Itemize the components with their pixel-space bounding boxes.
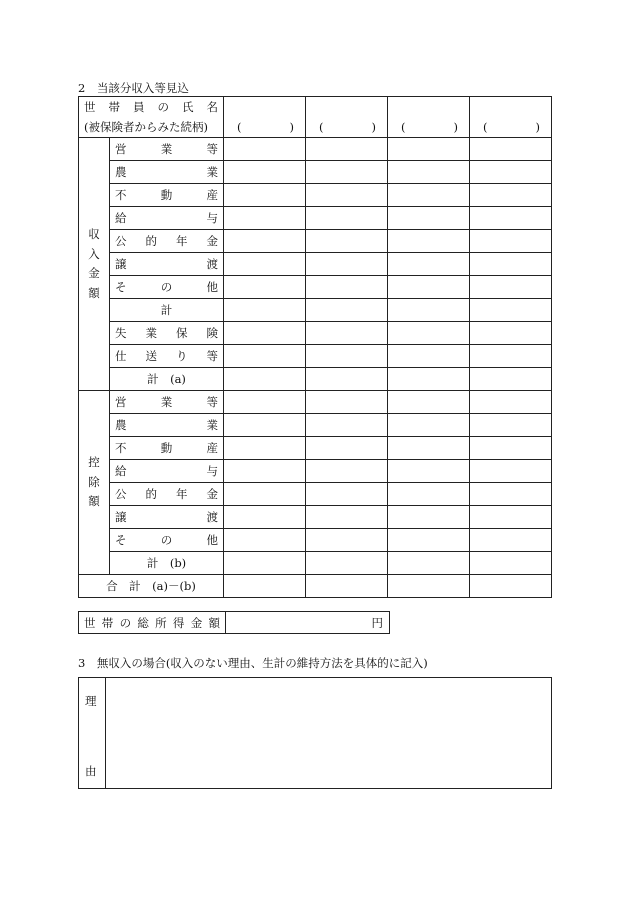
- amount-cell[interactable]: [224, 184, 306, 207]
- label-char: 譲: [115, 257, 127, 271]
- label-char: 仕: [115, 349, 127, 363]
- label-char: 営: [115, 142, 127, 156]
- row-label: [110, 506, 224, 529]
- label-char: 不: [115, 188, 127, 202]
- paren-open: (: [483, 120, 488, 134]
- paren-open: (: [401, 120, 406, 134]
- amount-cell[interactable]: [388, 230, 470, 253]
- label-char: 帯: [108, 100, 120, 114]
- paren-close: ): [289, 120, 295, 134]
- amount-cell[interactable]: [224, 161, 306, 184]
- amount-cell[interactable]: [306, 138, 388, 161]
- relation-parens: [470, 97, 551, 137]
- label-char: 産: [206, 188, 218, 202]
- amount-cell[interactable]: [306, 483, 388, 506]
- amount-cell[interactable]: [224, 529, 306, 552]
- amount-cell[interactable]: [470, 276, 552, 299]
- amount-cell[interactable]: [470, 391, 552, 414]
- header-row: [79, 97, 552, 138]
- deduction-row: [79, 483, 552, 506]
- label-char: 他: [206, 533, 218, 547]
- row-label: [110, 437, 224, 460]
- income-row: [79, 138, 552, 161]
- label-char: 送: [145, 349, 157, 363]
- amount-cell[interactable]: [306, 276, 388, 299]
- group-label-char: 控: [88, 455, 100, 470]
- label-char: 渡: [206, 257, 219, 271]
- relation-parens: [306, 97, 387, 137]
- income-table: [78, 96, 552, 598]
- label-char: 業: [160, 395, 173, 409]
- reason-text-area[interactable]: [106, 678, 551, 788]
- subtotal-label: 計 (b): [146, 556, 187, 570]
- amount-cell[interactable]: [388, 460, 470, 483]
- household-total-value-field[interactable]: [226, 612, 390, 634]
- label-char: 世: [84, 100, 96, 114]
- label-char: 不: [115, 441, 127, 455]
- paren-open: (: [237, 120, 242, 134]
- deduction-row: [79, 437, 552, 460]
- amount-cell[interactable]: [306, 253, 388, 276]
- section3-title: 3 無収入の場合(収入のない理由、生計の維持方法を具体的に記入): [78, 656, 428, 670]
- label-char: 公: [115, 234, 127, 248]
- amount-cell[interactable]: [470, 253, 552, 276]
- amount-cell[interactable]: [470, 368, 552, 391]
- label-char: 世: [84, 615, 96, 630]
- amount-cell[interactable]: [224, 460, 306, 483]
- amount-cell[interactable]: [306, 345, 388, 368]
- amount-cell[interactable]: [470, 184, 552, 207]
- row-label: [110, 552, 224, 575]
- grand-total-row: [79, 575, 552, 598]
- amount-cell[interactable]: [470, 575, 552, 598]
- amount-cell[interactable]: [388, 207, 470, 230]
- relation-parens: [224, 97, 305, 137]
- label-char: 業: [160, 142, 173, 156]
- label-char: 険: [206, 326, 218, 340]
- label-char: の: [119, 615, 132, 630]
- deduction-group-label: [79, 391, 110, 575]
- amount-cell[interactable]: [470, 230, 552, 253]
- label-char: 産: [206, 441, 218, 455]
- amount-cell[interactable]: [388, 529, 470, 552]
- amount-cell[interactable]: [306, 437, 388, 460]
- amount-cell[interactable]: [224, 276, 306, 299]
- amount-cell[interactable]: [470, 529, 552, 552]
- label-char: 所: [155, 615, 167, 630]
- deduction-row: [79, 552, 552, 575]
- label-char: の: [160, 533, 173, 547]
- grand-total-label: 合 計 (a)－(b): [79, 575, 224, 598]
- amount-cell[interactable]: [306, 184, 388, 207]
- row-label: [110, 345, 224, 368]
- paren-open: (: [319, 120, 324, 134]
- income-row: [79, 322, 552, 345]
- income-row: [79, 253, 552, 276]
- row-label: [110, 207, 224, 230]
- label-char: 保: [176, 326, 188, 340]
- amount-cell[interactable]: [388, 253, 470, 276]
- amount-cell[interactable]: [224, 345, 306, 368]
- deduction-row: [79, 460, 552, 483]
- amount-cell[interactable]: [306, 368, 388, 391]
- amount-cell[interactable]: [306, 230, 388, 253]
- member-name-label: [84, 99, 218, 115]
- label-char: 金: [206, 234, 218, 248]
- amount-cell[interactable]: [388, 299, 470, 322]
- row-label: [110, 483, 224, 506]
- amount-cell[interactable]: [224, 506, 306, 529]
- group-label-char: 入: [88, 246, 100, 261]
- group-label-char: 収: [88, 227, 100, 241]
- amount-cell[interactable]: [224, 207, 306, 230]
- household-total-table: [78, 611, 390, 634]
- label-char: 業: [206, 418, 219, 432]
- label-char: 動: [160, 188, 173, 202]
- amount-cell[interactable]: [224, 437, 306, 460]
- amount-cell[interactable]: [470, 460, 552, 483]
- row-label: [110, 391, 224, 414]
- label-char: そ: [115, 533, 127, 547]
- label-char: 得: [172, 615, 185, 630]
- amount-cell[interactable]: [306, 161, 388, 184]
- amount-cell[interactable]: [470, 138, 552, 161]
- label-char: 名: [206, 100, 218, 114]
- amount-cell[interactable]: [388, 161, 470, 184]
- amount-cell[interactable]: [306, 506, 388, 529]
- member-name-field[interactable]: [388, 97, 470, 138]
- row-label: [110, 414, 224, 437]
- label-char: 的: [145, 234, 157, 248]
- deduction-row: [79, 391, 552, 414]
- member-name-field[interactable]: [224, 97, 306, 138]
- yen-unit: 円: [371, 615, 383, 630]
- label-char: 年: [176, 487, 188, 501]
- label-char: り: [176, 349, 188, 363]
- group-label-char: 額: [88, 494, 100, 509]
- label-char: 農: [115, 165, 127, 179]
- label-char: 与: [206, 211, 219, 225]
- amount-cell[interactable]: [306, 322, 388, 345]
- reason-label-top: 理: [85, 694, 97, 708]
- label-char: 渡: [206, 510, 219, 524]
- amount-cell[interactable]: [388, 184, 470, 207]
- income-row: [79, 345, 552, 368]
- row-label: [110, 184, 224, 207]
- deduction-row: [79, 414, 552, 437]
- row-label: [110, 460, 224, 483]
- paren-close: ): [535, 120, 541, 134]
- income-row: [79, 299, 552, 322]
- group-label-char: 除: [88, 474, 100, 489]
- relation-parens: [388, 97, 469, 137]
- label-char: の: [157, 100, 169, 114]
- label-char: 年: [176, 234, 188, 248]
- paren-close: ): [453, 120, 459, 134]
- subtotal-label: 計: [160, 303, 173, 317]
- paren-close: ): [371, 120, 377, 134]
- amount-cell[interactable]: [388, 414, 470, 437]
- amount-cell[interactable]: [224, 138, 306, 161]
- label-char: 与: [206, 464, 219, 478]
- amount-cell[interactable]: [388, 391, 470, 414]
- amount-cell[interactable]: [306, 575, 388, 598]
- amount-cell[interactable]: [470, 506, 552, 529]
- label-char: 営: [115, 395, 127, 409]
- label-char: 業: [145, 326, 157, 340]
- label-char: 総: [137, 615, 149, 630]
- row-label: [110, 299, 224, 322]
- label-char: 動: [160, 441, 173, 455]
- amount-cell[interactable]: [388, 368, 470, 391]
- label-char: 等: [206, 142, 218, 156]
- row-label: [110, 368, 224, 391]
- income-row: [79, 276, 552, 299]
- amount-cell[interactable]: [388, 483, 470, 506]
- reason-label: [79, 678, 106, 788]
- label-char: 金: [190, 615, 203, 630]
- income-row: [79, 184, 552, 207]
- income-row: [79, 207, 552, 230]
- label-char: 業: [206, 165, 219, 179]
- label-char: の: [160, 280, 173, 294]
- household-total-label: [79, 612, 226, 634]
- amount-cell[interactable]: [470, 322, 552, 345]
- amount-cell[interactable]: [224, 552, 306, 575]
- amount-cell[interactable]: [306, 460, 388, 483]
- label-char: 等: [206, 395, 218, 409]
- income-group-label: [79, 138, 110, 391]
- amount-cell[interactable]: [388, 437, 470, 460]
- member-name-field[interactable]: [470, 97, 552, 138]
- row-label: [110, 253, 224, 276]
- member-header-cell: [79, 97, 224, 138]
- label-char: 的: [145, 487, 157, 501]
- amount-cell[interactable]: [388, 506, 470, 529]
- amount-cell[interactable]: [470, 299, 552, 322]
- reason-box: [78, 677, 552, 789]
- amount-cell[interactable]: [388, 276, 470, 299]
- amount-cell[interactable]: [224, 253, 306, 276]
- amount-cell[interactable]: [306, 529, 388, 552]
- label-char: 員: [133, 100, 145, 114]
- income-row: [79, 368, 552, 391]
- amount-cell[interactable]: [306, 552, 388, 575]
- label-char: 譲: [115, 510, 127, 524]
- group-label-char: 額: [88, 285, 100, 300]
- amount-cell[interactable]: [470, 345, 552, 368]
- reason-label-bottom: 由: [85, 764, 97, 778]
- row-label: [110, 161, 224, 184]
- amount-cell[interactable]: [224, 368, 306, 391]
- label-char: 失: [115, 326, 127, 340]
- amount-cell[interactable]: [388, 138, 470, 161]
- amount-cell[interactable]: [306, 299, 388, 322]
- label-char: 金: [206, 487, 218, 501]
- amount-cell[interactable]: [388, 552, 470, 575]
- amount-cell[interactable]: [470, 483, 552, 506]
- amount-cell[interactable]: [470, 414, 552, 437]
- label-char: 額: [208, 615, 220, 630]
- amount-cell[interactable]: [470, 437, 552, 460]
- row-label: [110, 230, 224, 253]
- amount-cell[interactable]: [306, 207, 388, 230]
- deduction-row: [79, 506, 552, 529]
- label-char: 他: [206, 280, 218, 294]
- row-label: [110, 138, 224, 161]
- amount-cell[interactable]: [388, 575, 470, 598]
- amount-cell[interactable]: [224, 414, 306, 437]
- amount-cell[interactable]: [224, 575, 306, 598]
- amount-cell[interactable]: [470, 161, 552, 184]
- amount-cell[interactable]: [224, 230, 306, 253]
- label-char: 等: [206, 349, 218, 363]
- label-char: 農: [115, 418, 127, 432]
- row-label: [110, 322, 224, 345]
- amount-cell[interactable]: [470, 207, 552, 230]
- row-label: [110, 276, 224, 299]
- label-char: 給: [115, 211, 127, 225]
- amount-cell[interactable]: [470, 552, 552, 575]
- amount-cell[interactable]: [306, 391, 388, 414]
- amount-cell[interactable]: [224, 483, 306, 506]
- label-char: そ: [115, 280, 127, 294]
- deduction-row: [79, 529, 552, 552]
- income-row: [79, 161, 552, 184]
- label-char: 公: [115, 487, 127, 501]
- label-char: 給: [115, 464, 127, 478]
- group-label-char: 金: [88, 266, 100, 280]
- amount-cell[interactable]: [306, 414, 388, 437]
- section2-title: 2 当該分収入等見込: [78, 81, 189, 95]
- subtotal-label: 計 (a): [147, 372, 186, 386]
- label-char: 氏: [182, 100, 194, 114]
- amount-cell[interactable]: [224, 299, 306, 322]
- amount-cell[interactable]: [224, 322, 306, 345]
- label-char: 帯: [101, 615, 114, 630]
- row-label: [110, 529, 224, 552]
- amount-cell[interactable]: [224, 391, 306, 414]
- amount-cell[interactable]: [388, 322, 470, 345]
- member-name-field[interactable]: [306, 97, 388, 138]
- amount-cell[interactable]: [388, 345, 470, 368]
- income-row: [79, 230, 552, 253]
- relation-label: (被保険者からみた続柄): [84, 120, 208, 134]
